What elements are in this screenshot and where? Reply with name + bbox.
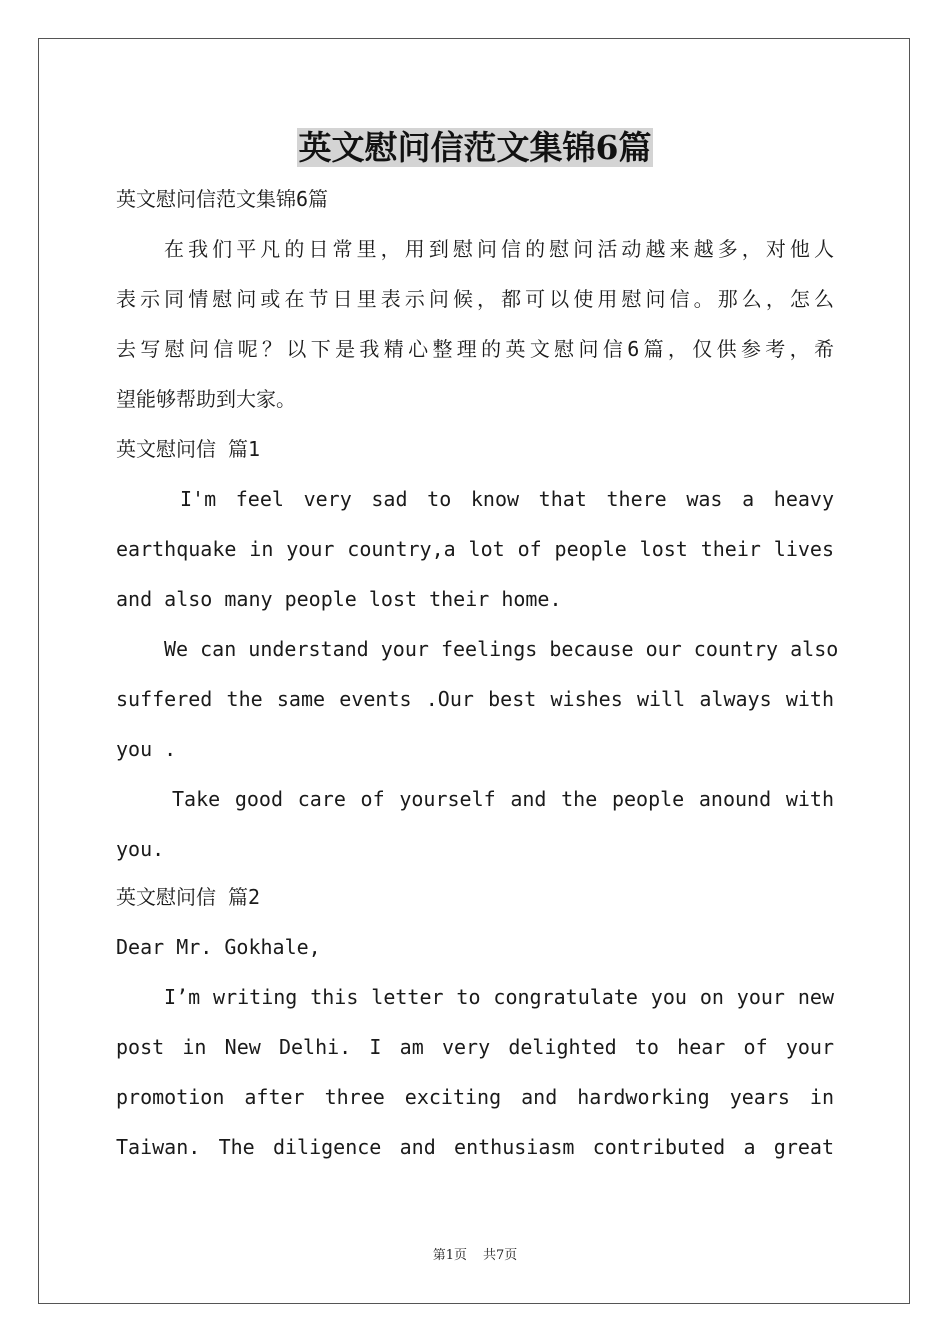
paragraph-line: post in New Delhi. I am very delighted to hear of your — [116, 1035, 834, 1059]
intro-line: 表示同情慰问或在节日里表示问候，都可以使用慰问信。那么，怎么 — [116, 287, 834, 311]
page-total: 共7页 — [483, 1248, 518, 1263]
paragraph-line: promotion after three exciting and hardworking years in — [116, 1085, 834, 1109]
paragraph-line: Take good care of yourself and the people anound with — [172, 787, 834, 811]
intro-line: 望能够帮助到大家。 — [116, 387, 296, 411]
document-title-text: 英文慰问信范文集锦6篇 — [298, 128, 652, 167]
paragraph-line: suffered the same events .Our best wishes will always with — [116, 687, 834, 711]
paragraph-line: you . — [116, 737, 177, 761]
paragraph-line: I'm feel very sad to know that there was a heavy — [180, 487, 834, 511]
paragraph-line: you. — [116, 837, 165, 861]
section-heading: 英文慰问信 篇1 — [116, 437, 261, 461]
intro-line: 在我们平凡的日常里，用到慰问信的慰问活动越来越多，对他人 — [164, 237, 834, 261]
page-number: 第1页 — [432, 1248, 467, 1263]
paragraph-line: We can understand your feelings because our country also — [164, 637, 839, 661]
paragraph-line: earthquake in your country,a lot of people lost their lives — [116, 537, 834, 561]
page-footer — [0, 1246, 950, 1266]
paragraph-line: Taiwan. The diligence and enthusiasm contributed a great — [116, 1135, 834, 1159]
intro-line: 去写慰问信呢？以下是我精心整理的英文慰问信6篇，仅供参考，希 — [116, 337, 834, 361]
page-border — [38, 38, 910, 1304]
letter-salutation: Dear Mr. Gokhale, — [116, 935, 321, 959]
document-title — [0, 124, 950, 172]
paragraph-line: and also many people lost their home. — [116, 587, 562, 611]
document-subtitle: 英文慰问信范文集锦6篇 — [116, 187, 329, 211]
paragraph-line: I’m writing this letter to congratulate you on your new — [164, 985, 834, 1009]
section-heading: 英文慰问信 篇2 — [116, 885, 261, 909]
